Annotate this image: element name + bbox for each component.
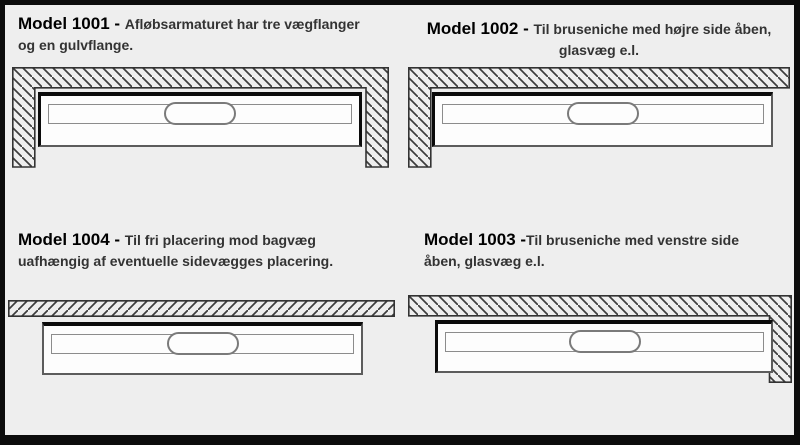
- model-1002-drain-unit: [432, 92, 773, 147]
- model-1003-description-line2: åben, glasvæg e.l.: [424, 253, 545, 269]
- model-1001-description-line1: Afløbsarmaturet har tre vægflanger: [124, 16, 360, 32]
- model-1001-drain-unit: [38, 92, 362, 147]
- model-1004-description-line2: uafhængig af eventuelle sidevægges placering.: [18, 253, 334, 269]
- model-1002-caption: [408, 18, 790, 61]
- model-1003-drain-unit: [435, 320, 773, 373]
- model-1002-title: Model 1002 -: [426, 19, 534, 38]
- model-1004-wall-hatching: [8, 300, 395, 317]
- model-1003-drain-grate: [569, 330, 641, 353]
- model-1001-description-line2: og en gulvflange.: [18, 37, 134, 53]
- model-1001-caption: [18, 13, 390, 56]
- model-1001-drain-grate: [164, 102, 236, 125]
- model-1003-caption: [424, 229, 790, 272]
- model-1004-caption: [18, 229, 390, 272]
- model-1004-title: Model 1004 -: [18, 230, 125, 249]
- model-1004-drain-unit: [42, 322, 363, 375]
- model-1004-drain-grate: [167, 332, 239, 355]
- model-1001-title: Model 1001 -: [18, 14, 125, 33]
- model-1003-description-line1: Til bruseniche med venstre side: [526, 232, 739, 248]
- model-1002-drain-grate: [567, 102, 639, 125]
- model-1002-description-line1: Til bruseniche med højre side åben,: [533, 21, 772, 37]
- model-1002-description-line2: glasvæg e.l.: [558, 42, 640, 58]
- model-1004-description-line1: Til fri placering mod bagvæg: [124, 232, 316, 248]
- model-1003-title: Model 1003 -: [424, 230, 527, 249]
